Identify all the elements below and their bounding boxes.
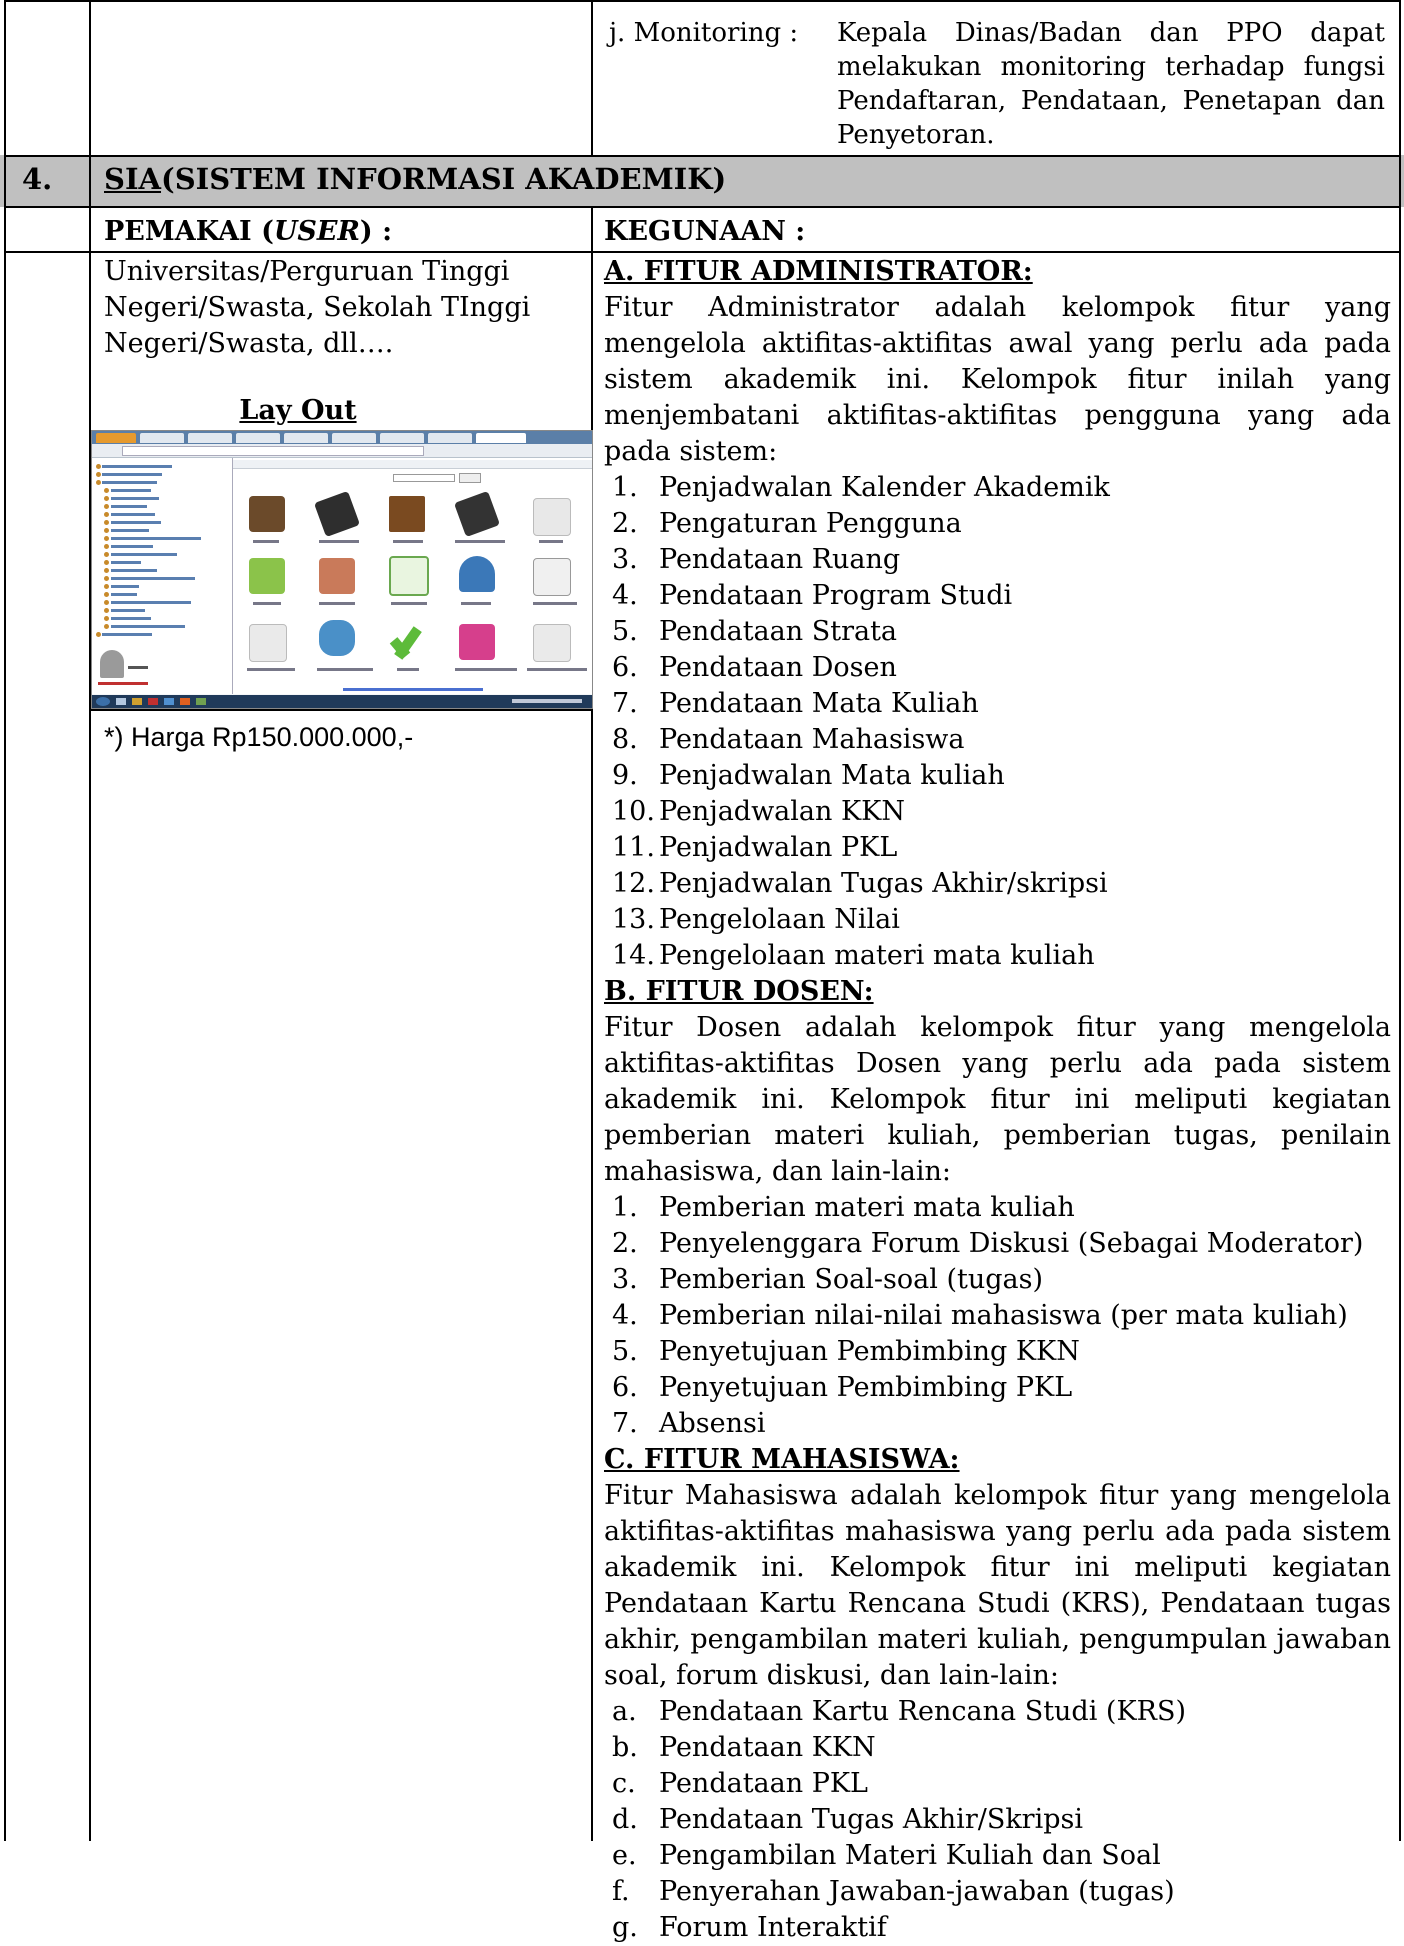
list-text: Pemberian Soal-soal (tugas): [659, 1264, 1043, 1295]
price-note: *) Harga Rp150.000.000,-: [104, 722, 414, 752]
list-number: 13.: [612, 904, 655, 935]
list-item: [604, 686, 1391, 722]
mahasiswa-intro: Fitur Mahasiswa adalah kelompok fitur yang mengelola aktifitas-aktifitas mahasiswa yang perlu ada pada sistem akademik ini. Kelompok fitur ini meliputi kegiatan Pendataan Kartu Rencana Studi (KRS), Pendataan tugas akhir, pengambilan materi kuliah, pengumpulan jawaban soal, forum diskusi, dan lain-lain:: [604, 1480, 1391, 1691]
list-item: [604, 1730, 1391, 1766]
list-number: 1.: [612, 1192, 638, 1223]
list-text: Pendataan Strata: [659, 616, 898, 647]
section-title: [104, 161, 726, 197]
list-text: Pemberian materi mata kuliah: [659, 1192, 1075, 1223]
list-text: Penyelenggara Forum Diskusi (Sebagai Moderator): [659, 1228, 1364, 1259]
list-item: [604, 542, 1391, 578]
list-text: Pendataan Tugas Akhir/Skripsi: [659, 1804, 1083, 1835]
screenshot-browser-tabs: [92, 431, 592, 444]
screenshot-taskbar: [92, 695, 592, 708]
list-item: [604, 1694, 1391, 1730]
list-item: [604, 1874, 1391, 1910]
list-item: [604, 1226, 1391, 1262]
list-text: Penyerahan Jawaban-jawaban (tugas): [659, 1876, 1175, 1907]
row-line-3: [4, 251, 1401, 253]
table-border-right: [1399, 0, 1401, 1841]
user-header-em: USER: [273, 216, 360, 247]
user-header-suffix: ) :: [359, 216, 393, 247]
section-title-rest: (SISTEM INFORMASI AKADEMIK): [161, 162, 727, 196]
row-line-1: [4, 155, 1401, 157]
list-text: Pengaturan Pengguna: [659, 508, 962, 539]
list-item: [604, 1262, 1391, 1298]
list-text: Pendataan Mata Kuliah: [659, 688, 979, 719]
dosen-intro: Fitur Dosen adalah kelompok fitur yang mengelola aktifitas-aktifitas Dosen yang perlu ada pada sistem akademik ini. Kelompok fitur ini meliputi kegiatan pemberian materi kuliah, pemberian tugas, penilain mahasiswa, dan lain-lain:: [604, 1012, 1391, 1187]
monitoring-label: j. Monitoring :: [609, 18, 799, 48]
list-item: [604, 830, 1391, 866]
user-header-prefix: PEMAKAI (: [104, 216, 274, 247]
list-number: 7.: [612, 1408, 638, 1439]
list-text: Penjadwalan Tugas Akhir/skripsi: [659, 868, 1108, 899]
user-column-header: [104, 214, 392, 250]
list-letter: g.: [612, 1912, 638, 1943]
layout-title: Lay Out: [239, 395, 357, 426]
list-number: 1.: [612, 472, 638, 503]
list-text: Penjadwalan PKL: [659, 832, 898, 863]
user-line: Negeri/Swasta, dll….: [104, 328, 394, 359]
list-item: [604, 794, 1391, 830]
list-item: [604, 1334, 1391, 1370]
list-number: 10.: [612, 796, 655, 827]
list-item: [604, 866, 1391, 902]
list-text: Pendataan Program Studi: [659, 580, 1013, 611]
layout-box-line: [89, 709, 593, 711]
list-item: [604, 650, 1391, 686]
dosen-heading: B. FITUR DOSEN:: [604, 976, 874, 1007]
list-number: 2.: [612, 1228, 638, 1259]
list-number: 3.: [612, 1264, 638, 1295]
monitoring-text: Kepala Dinas/Badan dan PPO dapat melakukan monitoring terhadap fungsi Pendaftaran, Pendataan, Penetapan dan Penyetoran.: [837, 18, 1385, 150]
admin-feature-list: [604, 470, 1391, 974]
list-letter: e.: [612, 1840, 637, 1871]
admin-heading: A. FITUR ADMINISTRATOR:: [604, 256, 1033, 287]
list-item: [604, 614, 1391, 650]
list-letter: c.: [612, 1768, 636, 1799]
user-line: Negeri/Swasta, Sekolah TInggi: [104, 292, 531, 323]
row-line-2: [4, 206, 1401, 208]
mahasiswa-feature-list: [604, 1694, 1391, 1946]
list-item: [604, 578, 1391, 614]
list-text: Pendataan KKN: [659, 1732, 876, 1763]
list-text: Pendataan Kartu Rencana Studi (KRS): [659, 1696, 1187, 1727]
list-item: [604, 1370, 1391, 1406]
list-letter: b.: [612, 1732, 638, 1763]
list-item: [604, 722, 1391, 758]
list-item: [604, 470, 1391, 506]
list-number: 14.: [612, 940, 655, 971]
list-text: Pendataan PKL: [659, 1768, 868, 1799]
list-text: Forum Interaktif: [659, 1912, 887, 1943]
list-item: [604, 1766, 1391, 1802]
section-title-acronym: SIA: [104, 162, 162, 196]
list-number: 5.: [612, 616, 638, 647]
screenshot-sidebar: [92, 458, 233, 694]
list-text: Penyetujuan Pembimbing PKL: [659, 1372, 1073, 1403]
user-list: [104, 254, 584, 362]
list-text: Pendataan Dosen: [659, 652, 897, 683]
dosen-feature-list: [604, 1190, 1391, 1442]
list-number: 2.: [612, 508, 638, 539]
list-number: 6.: [612, 652, 638, 683]
list-letter: a.: [612, 1696, 637, 1727]
list-text: Pemberian nilai-nilai mahasiswa (per mata kuliah): [659, 1300, 1348, 1331]
user-line: Universitas/Perguruan Tinggi: [104, 256, 510, 287]
list-text: Penjadwalan Mata kuliah: [659, 760, 1005, 791]
list-number: 12.: [612, 868, 655, 899]
list-number: 8.: [612, 724, 638, 755]
screenshot-status-bar: [233, 688, 592, 694]
table-divider-top: [591, 0, 593, 155]
table-divider-number: [89, 0, 91, 1841]
screenshot-icon-grid: [233, 458, 592, 694]
list-number: 7.: [612, 688, 638, 719]
list-number: 6.: [612, 1372, 638, 1403]
list-item: [604, 938, 1391, 974]
list-item: [604, 758, 1391, 794]
table-border-top: [4, 0, 1401, 2]
list-item: [604, 1298, 1391, 1334]
list-text: Pendataan Ruang: [659, 544, 901, 575]
list-text: Pengelolaan materi mata kuliah: [659, 940, 1095, 971]
list-letter: f.: [612, 1876, 630, 1907]
screenshot-address-bar: [92, 444, 592, 458]
list-letter: d.: [612, 1804, 638, 1835]
list-item: [604, 1910, 1391, 1946]
list-item: [604, 1802, 1391, 1838]
feature-descriptions: [604, 254, 1391, 1946]
layout-screenshot: [91, 430, 593, 709]
purpose-column-header: KEGUNAAN :: [604, 216, 806, 247]
list-text: Pengelolaan Nilai: [659, 904, 900, 935]
list-item: [604, 1406, 1391, 1442]
list-number: 5.: [612, 1336, 638, 1367]
list-text: Penjadwalan Kalender Akademik: [659, 472, 1110, 503]
section-number: 4.: [22, 162, 53, 196]
admin-intro: Fitur Administrator adalah kelompok fitur yang mengelola aktifitas-aktifitas awal yang perlu ada pada sistem akademik ini. Kelompok fitur inilah yang menjembatani aktifitas-aktifitas pengguna yang ada pada sistem:: [604, 292, 1391, 467]
list-number: 11.: [612, 832, 655, 863]
mahasiswa-heading: C. FITUR MAHASISWA:: [604, 1444, 960, 1475]
table-border-left: [4, 0, 6, 1841]
list-text: Pendataan Mahasiswa: [659, 724, 965, 755]
list-number: 4.: [612, 1300, 638, 1331]
list-item: [604, 902, 1391, 938]
list-number: 9.: [612, 760, 638, 791]
list-item: [604, 1190, 1391, 1226]
list-item: [604, 506, 1391, 542]
list-text: Absensi: [659, 1408, 766, 1439]
list-text: Penjadwalan KKN: [659, 796, 905, 827]
list-text: Penyetujuan Pembimbing KKN: [659, 1336, 1080, 1367]
list-text: Pengambilan Materi Kuliah dan Soal: [659, 1840, 1161, 1871]
list-number: 4.: [612, 580, 638, 611]
list-item: [604, 1838, 1391, 1874]
list-number: 3.: [612, 544, 638, 575]
